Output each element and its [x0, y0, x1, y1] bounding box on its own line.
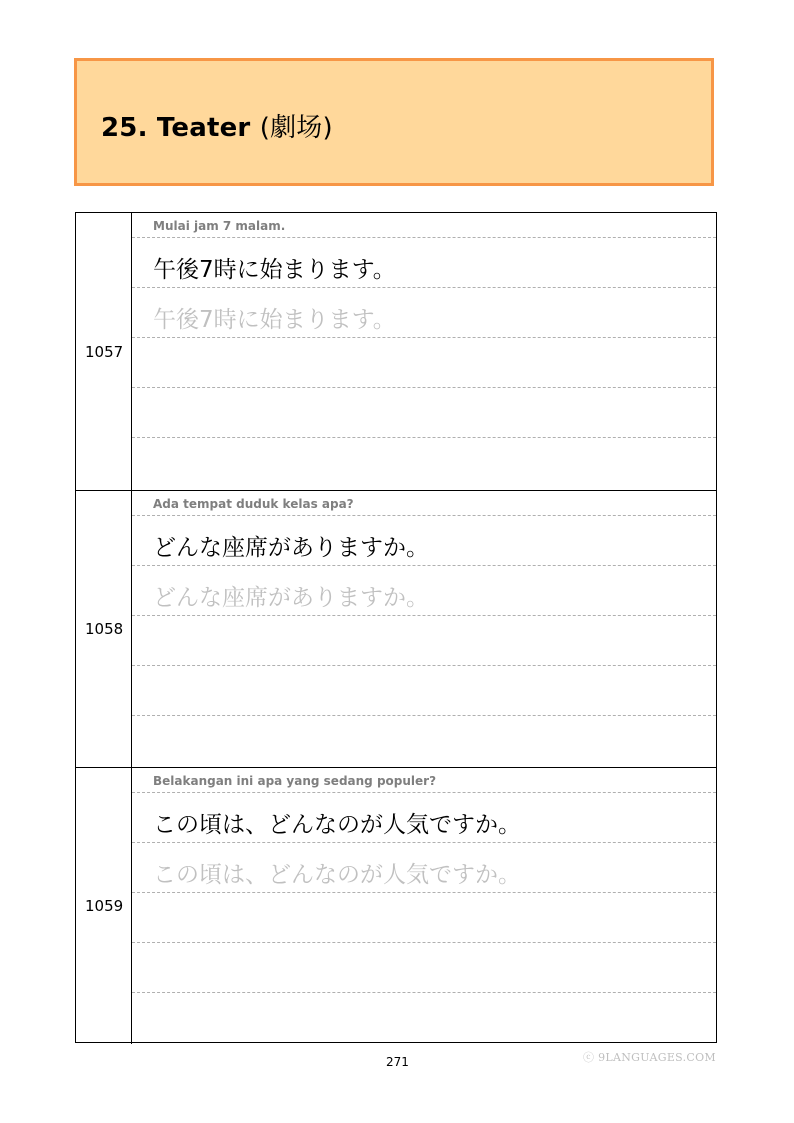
japanese-sentence: 午後7時に始まります。: [153, 257, 396, 283]
meaning-line: [132, 491, 716, 516]
page-number: 271: [386, 1055, 409, 1069]
blank-writing-line: [132, 716, 716, 768]
trace-sentence: この頃は、どんなのが人気ですか。: [153, 862, 521, 888]
japanese-sentence: どんな座席がありますか。: [153, 535, 429, 561]
entry-number-cell: [76, 768, 132, 1044]
blank-writing-line: [132, 338, 716, 388]
sentence-line: [132, 793, 716, 843]
chapter-subtitle: (劇场): [259, 113, 333, 143]
writing-lines: [132, 491, 716, 767]
practice-entry: [76, 213, 716, 490]
practice-entry: [76, 767, 716, 1044]
trace-line: [132, 288, 716, 338]
chapter-title-text: 25. Teater: [101, 113, 251, 143]
trace-line: [132, 566, 716, 616]
meaning-text: Mulai jam 7 malam.: [153, 219, 286, 233]
trace-line: [132, 843, 716, 893]
entry-number-cell: [76, 491, 132, 767]
writing-lines: [132, 768, 716, 1044]
blank-writing-line: [132, 616, 716, 666]
practice-entry: [76, 490, 716, 767]
sentence-line: [132, 238, 716, 288]
blank-writing-line: [132, 388, 716, 438]
writing-lines: [132, 213, 716, 490]
copyright-notice: ⓒ 9LANGUAGES.COM: [583, 1051, 716, 1064]
chapter-header: [74, 58, 714, 186]
meaning-line: [132, 213, 716, 238]
entry-number-cell: [76, 213, 132, 490]
sentence-line: [132, 516, 716, 566]
entry-number: 1059: [85, 897, 124, 915]
chapter-title: [101, 107, 333, 144]
trace-sentence: どんな座席がありますか。: [153, 585, 429, 611]
blank-writing-line: [132, 893, 716, 943]
meaning-text: Belakangan ini apa yang sedang populer?: [153, 774, 437, 788]
entry-number: 1058: [85, 620, 124, 638]
meaning-line: [132, 768, 716, 793]
blank-writing-line: [132, 438, 716, 490]
practice-table: [75, 212, 717, 1043]
blank-writing-line: [132, 943, 716, 993]
blank-writing-line: [132, 993, 716, 1045]
blank-writing-line: [132, 666, 716, 716]
entry-number: 1057: [85, 342, 124, 361]
japanese-sentence: この頃は、どんなのが人気ですか。: [153, 812, 521, 838]
meaning-text: Ada tempat duduk kelas apa?: [153, 497, 354, 511]
trace-sentence: 午後7時に始まります。: [153, 307, 396, 333]
